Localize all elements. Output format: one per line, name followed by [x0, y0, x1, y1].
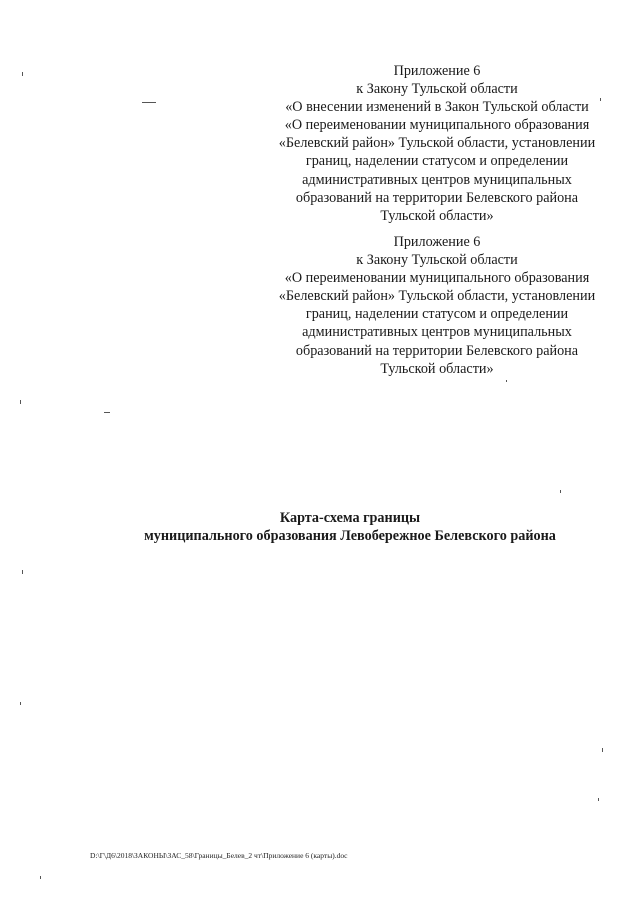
map-title-line-2: муниципального образования Левобережное Белевского района — [144, 527, 556, 544]
appendix-line: Приложение 6 — [393, 234, 481, 250]
appendix-line: «Белевский район» Тульской области, установлении — [278, 135, 596, 152]
appendix-line: «О переименовании муниципального образования — [284, 117, 590, 134]
appendix-header-amended — [262, 62, 612, 225]
appendix-line: к Закону Тульской области — [356, 81, 518, 98]
scan-speck — [40, 876, 41, 879]
appendix-line: административных центров муниципальных — [302, 324, 572, 341]
scan-speck — [20, 702, 21, 705]
appendix-header-original — [262, 233, 612, 378]
scan-speck — [142, 102, 156, 103]
appendix-line: образований на территории Белевского района — [295, 189, 579, 206]
appendix-line: Тульской области» — [380, 207, 494, 224]
appendix-line: границ, наделении статусом и определении — [305, 306, 569, 323]
footer-file-path: D:\Г\Д6\2018\ЗАКОНЫ\ЗАС_58\Границы_Белев_2 чт\Приложение 6 (карты).doc — [90, 851, 348, 860]
appendix-line: Тульской области» — [380, 360, 494, 377]
scan-speck — [104, 412, 110, 413]
scan-speck — [20, 400, 21, 404]
scan-speck — [506, 380, 507, 382]
scan-speck — [602, 748, 603, 752]
appendix-line: «О внесении изменений в Закон Тульской области — [285, 99, 589, 116]
appendix-line: административных центров муниципальных — [302, 171, 572, 188]
scan-speck — [600, 98, 601, 101]
appendix-line: «О переименовании муниципального образования — [284, 270, 590, 287]
appendix-line: к Закону Тульской области — [356, 252, 518, 269]
scan-speck — [22, 570, 23, 574]
map-title — [0, 510, 640, 545]
map-title-line-1: Карта-схема границы — [279, 510, 421, 526]
appendix-line: Приложение 6 — [393, 63, 481, 79]
scan-speck — [22, 72, 23, 76]
appendix-line: «Белевский район» Тульской области, установлении — [278, 288, 596, 305]
scan-speck — [598, 798, 599, 801]
appendix-line: границ, наделении статусом и определении — [305, 153, 569, 170]
scan-speck — [560, 490, 561, 493]
appendix-line: образований на территории Белевского района — [295, 342, 579, 359]
